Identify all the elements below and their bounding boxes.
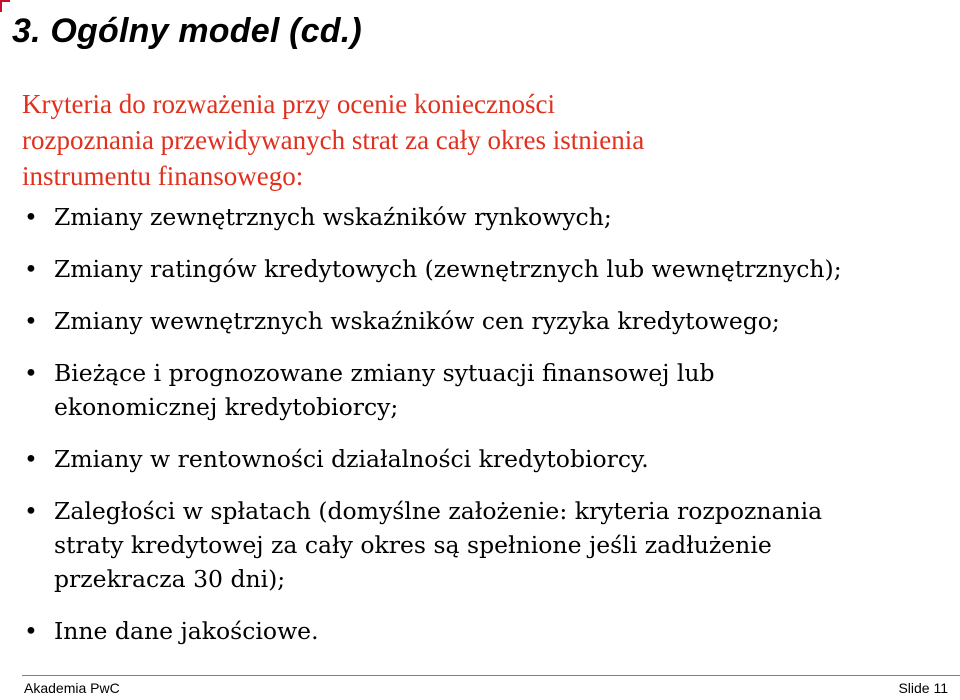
slide-title: 3. Ogólny model (cd.) — [12, 12, 362, 50]
list-item-text: Zmiany zewnętrznych wskaźników rynkowych; — [54, 203, 612, 231]
list-item — [22, 200, 942, 234]
list-item-text: Zmiany wewnętrznych wskaźników cen ryzyka kredytowego; — [54, 307, 780, 335]
list-item-text: Zmiany ratingów kredytowych (zewnętrznych lub wewnętrznych); — [54, 255, 842, 283]
list-item — [22, 252, 942, 286]
criteria-heading-line: rozpoznania przewidywanych strat za cały okres istnienia — [22, 125, 645, 155]
list-item — [22, 494, 942, 596]
criteria-heading — [22, 86, 922, 194]
list-item — [22, 356, 942, 424]
footer-brand: Akademia PwC — [24, 680, 120, 696]
list-item — [22, 304, 942, 338]
list-item-text: ekonomicznej kredytobiorcy; — [54, 393, 399, 421]
bullet-icon: • — [24, 307, 38, 335]
list-item — [22, 442, 942, 476]
bullet-icon: • — [24, 203, 38, 231]
bullet-icon: • — [24, 255, 38, 283]
bullet-icon: • — [24, 497, 38, 525]
list-item-text: Zaległości w spłatach (domyślne założenie: kryteria rozpoznania — [54, 497, 823, 525]
bullet-icon: • — [24, 445, 38, 473]
list-item-text: straty kredytowej za cały okres są spełnione jeśli zadłużenie — [54, 531, 772, 559]
list-item — [22, 614, 942, 648]
list-item-text: Zmiany w rentowności działalności kredytobiorcy. — [54, 445, 649, 473]
criteria-heading-line: instrumentu finansowego: — [22, 161, 304, 191]
bullet-icon: • — [24, 617, 38, 645]
criteria-list — [22, 200, 942, 666]
list-item-text: przekracza 30 dni); — [54, 565, 286, 593]
slide-number: Slide 11 — [898, 680, 948, 696]
list-item-text: Inne dane jakościowe. — [54, 617, 319, 645]
list-item-text: Bieżące i prognozowane zmiany sytuacji finansowej lub — [54, 359, 715, 387]
bullet-icon: • — [24, 359, 38, 387]
corner-mark — [0, 0, 10, 12]
footer-divider — [22, 675, 960, 676]
criteria-heading-line: Kryteria do rozważenia przy ocenie konieczności — [22, 89, 555, 119]
